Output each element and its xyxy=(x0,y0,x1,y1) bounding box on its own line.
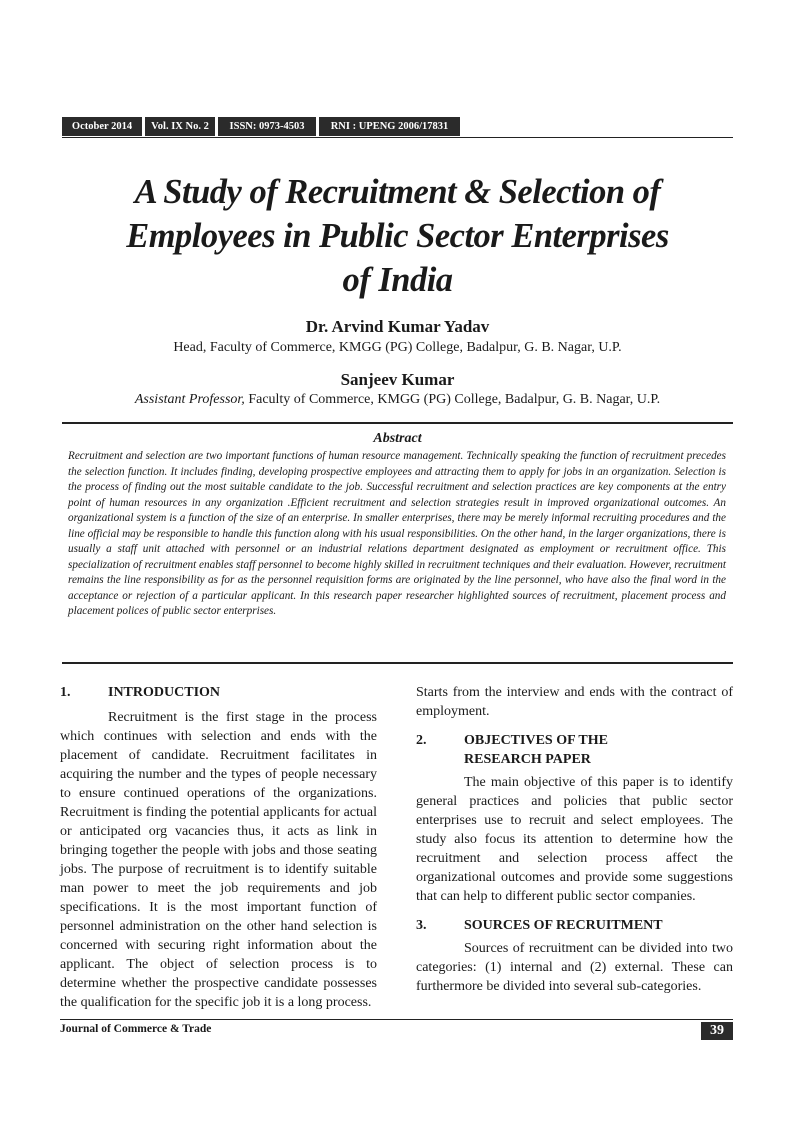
author-affiliation-secondary xyxy=(62,391,733,409)
author-affiliation-primary xyxy=(62,339,733,357)
author-name-secondary: Sanjeev Kumar xyxy=(340,370,455,389)
journal-name: Journal of Commerce & Trade xyxy=(60,1023,212,1035)
page-number: 39 xyxy=(701,1022,733,1040)
title-line: of India xyxy=(342,261,453,299)
title-line: A Study of Recruitment & Selection of xyxy=(134,173,661,211)
introduction-continuation: Starts from the interview and ends with the contract of employment. xyxy=(416,685,733,719)
objectives-paragraph: The main objective of this paper is to identify general practices and policies that public sector enterprises use to recruit and select employees. The study also focus its attention to determine how the recruitment and selection process affect the organizational outcomes and provide some suggestions that can help to different public sector companies. xyxy=(416,775,733,904)
section-title: INTRODUCTION xyxy=(108,685,221,700)
abstract-bottom-rule xyxy=(62,662,733,664)
section-heading-sources xyxy=(416,916,733,935)
page-footer xyxy=(60,1019,733,1040)
title-line: Employees in Public Sector Enterprises xyxy=(126,217,669,255)
right-column xyxy=(416,683,733,996)
section-number: 3. xyxy=(416,918,427,933)
section-heading-objectives xyxy=(416,731,733,769)
author-role: Assistant Professor, xyxy=(134,392,245,407)
sources-paragraph: Sources of recruitment can be divided into two categories: (1) internal and (2) external. These can furthermore be divided into several sub-categories. xyxy=(416,941,733,994)
section-number: 2. xyxy=(416,733,427,748)
author-affiliation-text: Faculty of Commerce, KMGG (PG) College, Badalpur, G. B. Nagar, U.P. xyxy=(248,392,661,407)
section-title-line: RESEARCH PAPER xyxy=(464,752,591,767)
abstract-top-rule xyxy=(62,422,733,424)
introduction-paragraph: Recruitment is the first stage in the process which continues with selection and ends with the placement of candidate. Recruitment facilitates in acquiring the number and the types of people necessary to ensure continued operations of the organizations. Recruitment is finding the potential applicants for actual or anticipated org vacancies thus, it acts as link in bringing together the people with jobs and those seating jobs. The purpose of recruitment is to identify suitable man power to meet the job requirements and job specifications. It is the most important function of personnel administration on the other hand selection is concerned with securing right information about the applicant. The object of selection process is to determine whether the prospective candidate possesses the qualification for the specific job it is a long process. xyxy=(60,710,377,1010)
section-title-line: OBJECTIVES OF THE xyxy=(464,733,608,748)
section-title xyxy=(464,731,733,769)
paper-title xyxy=(62,170,733,302)
issue-header-bar xyxy=(62,117,733,138)
section-heading-introduction xyxy=(60,683,377,702)
author-affiliation-text: Head, Faculty of Commerce, KMGG (PG) College, Badalpur, G. B. Nagar, U.P. xyxy=(173,340,622,355)
section-number: 1. xyxy=(60,685,71,700)
rni-tag: RNI : UPENG 2006/17831 xyxy=(319,117,460,136)
abstract-heading: Abstract xyxy=(373,431,422,446)
volume-tag: Vol. IX No. 2 xyxy=(145,117,215,136)
author-name-primary: Dr. Arvind Kumar Yadav xyxy=(305,317,490,336)
left-column xyxy=(60,683,377,1012)
section-title: SOURCES OF RECRUITMENT xyxy=(464,918,663,933)
issn-tag: ISSN: 0973-4503 xyxy=(218,117,316,136)
abstract-text: Recruitment and selection are two important functions of human resource management. Technically speaking the function of recruitment precedes the selection function. It includes finding, developing prospective employees and attracting them to apply for jobs in an organization. Selection is the process of finding out the most suitable candidate to the job. Successful recruitment and selection practices are key components at the entry point of human resources in any organization .Efficient recruitment and selection strategies result in improved organizational outcomes. An organizational system is a function of the size of an enterprise. In smaller enterprises, there may be merely informal recruiting procedures and the line official may be responsible to handle this function along with his usual responsibilities. On the other hand, in the larger organizations, there is usually a staff unit attached with personnel or an industrial relations department designated as employment or recruitment office. This specialization of recruitment enables staff personnel to become highly skilled in recruitment techniques and their evaluation. However, recruitment remains the line responsibility as for as the personnel requisition forms are originated by the line personnel, who have also the final word in the acceptance or rejection of a particular applicant. In this research paper researcher highlighted sources of recruitment, placement process and placement polices of public sector enterprises. xyxy=(68,450,726,617)
issue-date-tag: October 2014 xyxy=(62,117,142,136)
